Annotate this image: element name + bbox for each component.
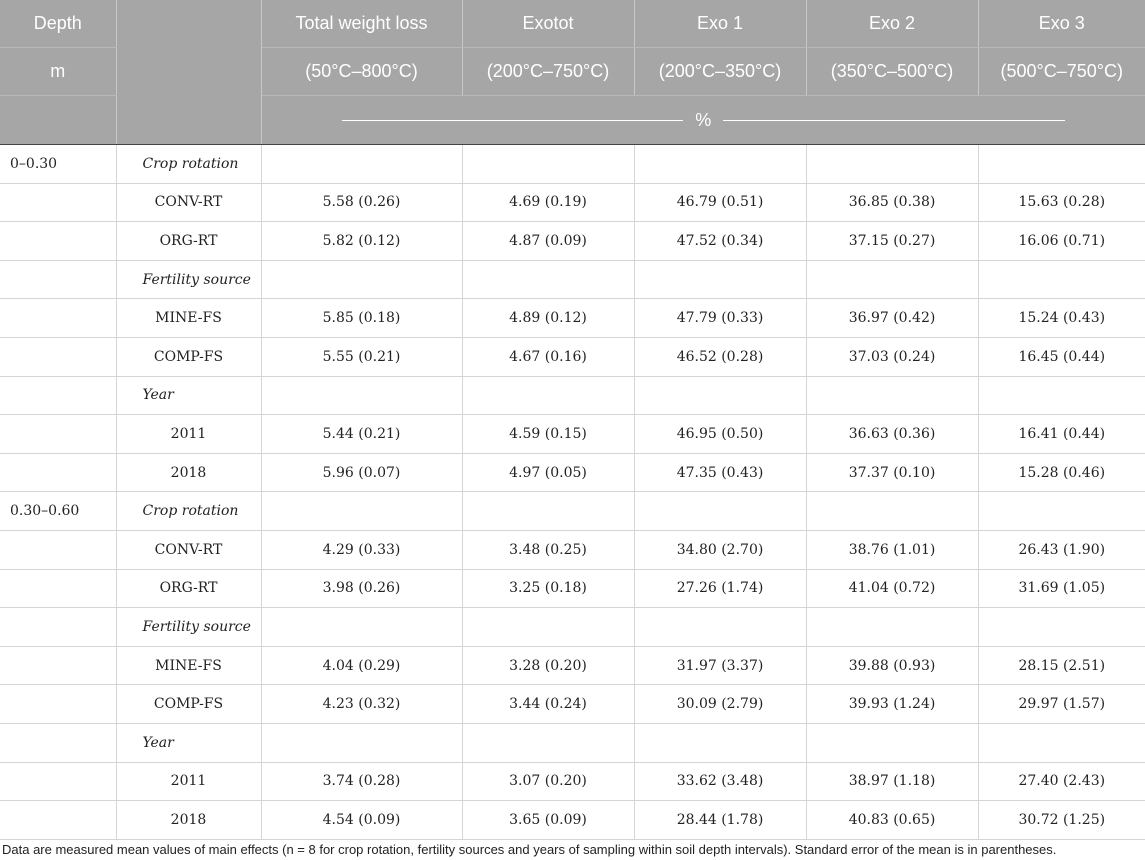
- value-cell: 16.06 (0.71): [978, 222, 1145, 261]
- value-cell: 4.29 (0.33): [261, 530, 462, 569]
- value-cell: 4.67 (0.16): [462, 337, 634, 376]
- value-cell: [634, 145, 806, 184]
- value-cell: 39.88 (0.93): [806, 646, 978, 685]
- header-factor: [116, 0, 261, 48]
- value-cell: [806, 492, 978, 531]
- header-unit-blank-2: [116, 96, 261, 145]
- table-row: [0, 569, 1145, 608]
- header-total-weight-loss: Total weight loss: [261, 0, 462, 48]
- value-cell: 46.95 (0.50): [634, 415, 806, 454]
- value-cell: 30.09 (2.79): [634, 685, 806, 724]
- header-range-exotot: (200°C–750°C): [462, 48, 634, 96]
- value-cell: 5.55 (0.21): [261, 337, 462, 376]
- header-range-exo1: (200°C–350°C): [634, 48, 806, 96]
- header-unit: [261, 96, 1145, 145]
- header-exo1: Exo 1: [634, 0, 806, 48]
- table-row: [0, 222, 1145, 261]
- value-cell: 36.63 (0.36): [806, 415, 978, 454]
- treatment-label: MINE-FS: [116, 646, 261, 685]
- header-factor-blank: [116, 48, 261, 96]
- value-cell: 3.25 (0.18): [462, 569, 634, 608]
- depth-cell: [0, 685, 116, 724]
- depth-cell: [0, 183, 116, 222]
- value-cell: 28.15 (2.51): [978, 646, 1145, 685]
- value-cell: 15.24 (0.43): [978, 299, 1145, 338]
- header-range-total: (50°C–800°C): [261, 48, 462, 96]
- table-row: [0, 453, 1145, 492]
- group-row: [0, 608, 1145, 647]
- value-cell: 3.44 (0.24): [462, 685, 634, 724]
- value-cell: [462, 492, 634, 531]
- value-cell: 40.83 (0.65): [806, 801, 978, 840]
- header-range-exo3: (500°C–750°C): [978, 48, 1145, 96]
- table-row: [0, 415, 1145, 454]
- value-cell: 47.52 (0.34): [634, 222, 806, 261]
- factor-label: Fertility source: [116, 608, 261, 647]
- treatment-label: 2018: [116, 801, 261, 840]
- value-cell: [806, 608, 978, 647]
- value-cell: 41.04 (0.72): [806, 569, 978, 608]
- header-row-ranges: [0, 48, 1145, 96]
- header-exo2: Exo 2: [806, 0, 978, 48]
- value-cell: [978, 723, 1145, 762]
- value-cell: 31.97 (3.37): [634, 646, 806, 685]
- table-header: [0, 0, 1145, 145]
- value-cell: [462, 145, 634, 184]
- unit-label: %: [695, 109, 712, 130]
- treatment-label: 2011: [116, 415, 261, 454]
- table-body: [0, 145, 1145, 840]
- factor-label: Fertility source: [116, 260, 261, 299]
- value-cell: [261, 145, 462, 184]
- header-unit-blank-1: [0, 96, 116, 145]
- value-cell: [806, 260, 978, 299]
- value-cell: 5.58 (0.26): [261, 183, 462, 222]
- value-cell: 36.85 (0.38): [806, 183, 978, 222]
- value-cell: [634, 376, 806, 415]
- value-cell: 30.72 (1.25): [978, 801, 1145, 840]
- treatment-label: CONV-RT: [116, 183, 261, 222]
- value-cell: 15.63 (0.28): [978, 183, 1145, 222]
- unit-rule-right: [723, 120, 1065, 121]
- header-depth: Depth: [0, 0, 116, 48]
- value-cell: 5.96 (0.07): [261, 453, 462, 492]
- factor-label: Year: [116, 723, 261, 762]
- value-cell: 33.62 (3.48): [634, 762, 806, 801]
- value-cell: 15.28 (0.46): [978, 453, 1145, 492]
- value-cell: [261, 723, 462, 762]
- group-row: [0, 145, 1145, 184]
- value-cell: 46.79 (0.51): [634, 183, 806, 222]
- treatment-label: ORG-RT: [116, 222, 261, 261]
- value-cell: [462, 723, 634, 762]
- treatment-label: COMP-FS: [116, 337, 261, 376]
- value-cell: 4.54 (0.09): [261, 801, 462, 840]
- value-cell: [261, 376, 462, 415]
- group-row: [0, 376, 1145, 415]
- value-cell: [261, 492, 462, 531]
- treatment-label: COMP-FS: [116, 685, 261, 724]
- value-cell: 31.69 (1.05): [978, 569, 1145, 608]
- value-cell: 36.97 (0.42): [806, 299, 978, 338]
- value-cell: [978, 608, 1145, 647]
- table-row: [0, 183, 1145, 222]
- depth-cell: [0, 453, 116, 492]
- value-cell: [462, 376, 634, 415]
- value-cell: 5.85 (0.18): [261, 299, 462, 338]
- depth-cell: [0, 299, 116, 338]
- value-cell: [978, 145, 1145, 184]
- value-cell: [806, 723, 978, 762]
- depth-cell: [0, 337, 116, 376]
- header-exo3: Exo 3: [978, 0, 1145, 48]
- value-cell: 37.03 (0.24): [806, 337, 978, 376]
- value-cell: [634, 723, 806, 762]
- table-row: [0, 299, 1145, 338]
- treatment-label: CONV-RT: [116, 530, 261, 569]
- depth-cell: [0, 801, 116, 840]
- value-cell: [634, 260, 806, 299]
- value-cell: [261, 608, 462, 647]
- value-cell: [806, 145, 978, 184]
- value-cell: 28.44 (1.78): [634, 801, 806, 840]
- value-cell: 47.79 (0.33): [634, 299, 806, 338]
- value-cell: 3.65 (0.09): [462, 801, 634, 840]
- value-cell: 3.48 (0.25): [462, 530, 634, 569]
- depth-cell: [0, 530, 116, 569]
- header-depth-unit: m: [0, 48, 116, 96]
- group-row: [0, 723, 1145, 762]
- value-cell: 29.97 (1.57): [978, 685, 1145, 724]
- table-row: [0, 762, 1145, 801]
- depth-cell: [0, 569, 116, 608]
- value-cell: 46.52 (0.28): [634, 337, 806, 376]
- factor-label: Year: [116, 376, 261, 415]
- depth-cell: [0, 608, 116, 647]
- value-cell: 5.44 (0.21): [261, 415, 462, 454]
- value-cell: 47.35 (0.43): [634, 453, 806, 492]
- value-cell: [634, 608, 806, 647]
- depth-cell: 0.30–0.60: [0, 492, 116, 531]
- value-cell: 37.37 (0.10): [806, 453, 978, 492]
- value-cell: [978, 260, 1145, 299]
- table-row: [0, 530, 1145, 569]
- depth-cell: [0, 376, 116, 415]
- header-range-exo2: (350°C–500°C): [806, 48, 978, 96]
- value-cell: 27.40 (2.43): [978, 762, 1145, 801]
- value-cell: 4.69 (0.19): [462, 183, 634, 222]
- table-row: [0, 337, 1145, 376]
- depth-cell: [0, 260, 116, 299]
- treatment-label: MINE-FS: [116, 299, 261, 338]
- value-cell: 4.89 (0.12): [462, 299, 634, 338]
- value-cell: 3.74 (0.28): [261, 762, 462, 801]
- group-row: [0, 492, 1145, 531]
- factor-label: Crop rotation: [116, 492, 261, 531]
- value-cell: 16.41 (0.44): [978, 415, 1145, 454]
- table-row: [0, 801, 1145, 840]
- value-cell: 4.04 (0.29): [261, 646, 462, 685]
- depth-cell: [0, 762, 116, 801]
- depth-cell: [0, 415, 116, 454]
- treatment-label: ORG-RT: [116, 569, 261, 608]
- value-cell: 3.28 (0.20): [462, 646, 634, 685]
- value-cell: [978, 492, 1145, 531]
- value-cell: 3.98 (0.26): [261, 569, 462, 608]
- depth-cell: [0, 222, 116, 261]
- unit-rule-left: [342, 120, 684, 121]
- value-cell: [261, 260, 462, 299]
- table-row: [0, 685, 1145, 724]
- value-cell: [462, 608, 634, 647]
- value-cell: [634, 492, 806, 531]
- header-exotot: Exotot: [462, 0, 634, 48]
- value-cell: [978, 376, 1145, 415]
- value-cell: 4.23 (0.32): [261, 685, 462, 724]
- treatment-label: 2018: [116, 453, 261, 492]
- depth-cell: [0, 723, 116, 762]
- table-footnote: Data are measured mean values of main effects (n = 8 for crop rotation, fertility sources and years of sampling within soil depth intervals). Standard error of the mean is in parentheses.: [2, 842, 1057, 857]
- table-row: [0, 646, 1145, 685]
- depth-cell: [0, 646, 116, 685]
- value-cell: 3.07 (0.20): [462, 762, 634, 801]
- value-cell: 4.87 (0.09): [462, 222, 634, 261]
- value-cell: 39.93 (1.24): [806, 685, 978, 724]
- value-cell: 26.43 (1.90): [978, 530, 1145, 569]
- value-cell: 4.97 (0.05): [462, 453, 634, 492]
- value-cell: [806, 376, 978, 415]
- treatment-label: 2011: [116, 762, 261, 801]
- group-row: [0, 260, 1145, 299]
- depth-cell: 0–0.30: [0, 145, 116, 184]
- value-cell: 16.45 (0.44): [978, 337, 1145, 376]
- value-cell: 37.15 (0.27): [806, 222, 978, 261]
- value-cell: 38.97 (1.18): [806, 762, 978, 801]
- value-cell: 34.80 (2.70): [634, 530, 806, 569]
- value-cell: 4.59 (0.15): [462, 415, 634, 454]
- value-cell: 5.82 (0.12): [261, 222, 462, 261]
- value-cell: 38.76 (1.01): [806, 530, 978, 569]
- header-row-unit: [0, 96, 1145, 145]
- value-cell: [462, 260, 634, 299]
- header-row-titles: [0, 0, 1145, 48]
- factor-label: Crop rotation: [116, 145, 261, 184]
- value-cell: 27.26 (1.74): [634, 569, 806, 608]
